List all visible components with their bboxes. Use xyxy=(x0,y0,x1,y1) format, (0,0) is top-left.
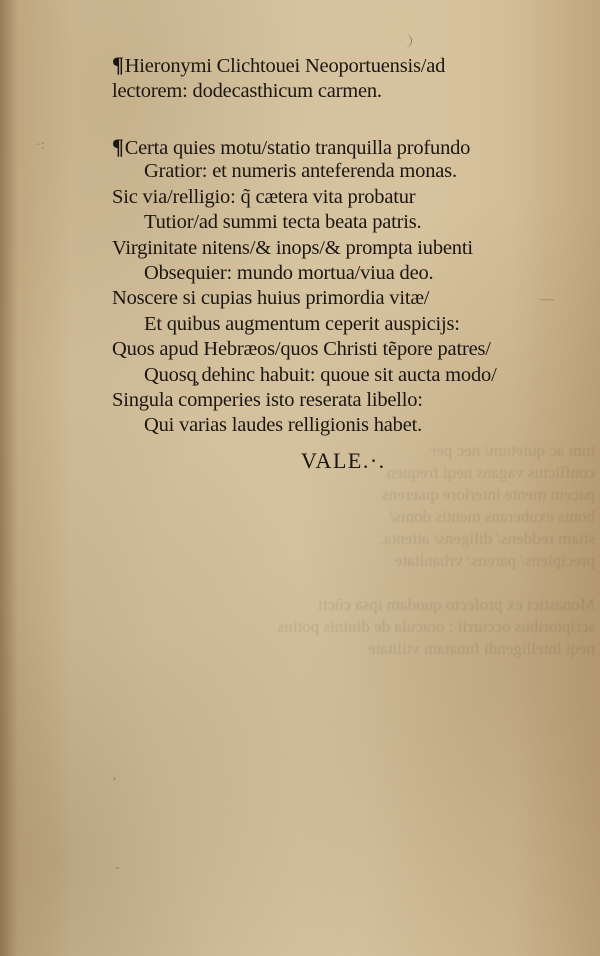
pilcrow-icon: ¶ xyxy=(112,52,124,77)
show-through-text: tum ac quietum/ nec per conflictus vagans neqi frequen pacem mente interiore quærens bonis exuberans mentis donis/ stiam reddens/ diligens/ attenta. precipiens/ parens/ vrbanitate Monastici ex profecto quodam ipsa cũcti scriptoribus occurrit : oracula de diuinis potius neqi intelligendi funatam vtilitate xyxy=(277,441,595,658)
heading-line-2: lectorem: dodecasthicum carmen. xyxy=(112,80,382,102)
poem-line-11: Singula comperies isto reserata libello: xyxy=(112,388,423,411)
heading-text-1: Hieronymi Clichtouei Neoportuensis/ad xyxy=(124,55,446,77)
margin-mark: ‚ xyxy=(112,768,117,783)
text-block xyxy=(112,52,592,439)
poem-line-2: Gratior: et numeris anteferenda monas. xyxy=(144,160,457,183)
poem-line-10: Quosq̧ dehinc habuit: quoue sit aucta modo/ xyxy=(144,363,497,386)
poem-line-1 xyxy=(112,134,592,159)
poem-line-5: Virginitate nitens/& inops/& prompta iubenti xyxy=(112,236,473,259)
gutter-shadow xyxy=(0,0,18,956)
poem-line-6: Obsequier: mundo mortua/viua deo. xyxy=(144,261,434,284)
pilcrow-icon: ¶ xyxy=(112,134,124,159)
poem-line-3: Sic via/relligio: q̃ cætera vita probatur xyxy=(112,185,416,208)
poem-line-9: Quos apud Hebræos/quos Christi tẽpore patres/ xyxy=(112,338,491,361)
margin-mark: ‐ xyxy=(115,860,120,875)
margin-mark: — xyxy=(540,292,554,307)
heading-line-1 xyxy=(112,52,592,78)
corner-mark xyxy=(401,34,412,48)
poem-line-7: Noscere si cupias huius primordia vitæ/ xyxy=(112,287,430,310)
closing-vale: VALE.·. xyxy=(301,448,386,473)
poem-line-12: Qui varias laudes relligionis habet. xyxy=(144,414,423,437)
poem-line-text: Certa quies motu/statio tranquilla profundo xyxy=(124,137,471,159)
poem-line-4: Tutior/ad summi tecta beata patris. xyxy=(144,211,422,234)
margin-mark: ·: xyxy=(36,138,45,153)
poem-line-8: Et quibus augmentum ceperit auspicijs: xyxy=(144,312,460,335)
spacer xyxy=(112,104,592,134)
